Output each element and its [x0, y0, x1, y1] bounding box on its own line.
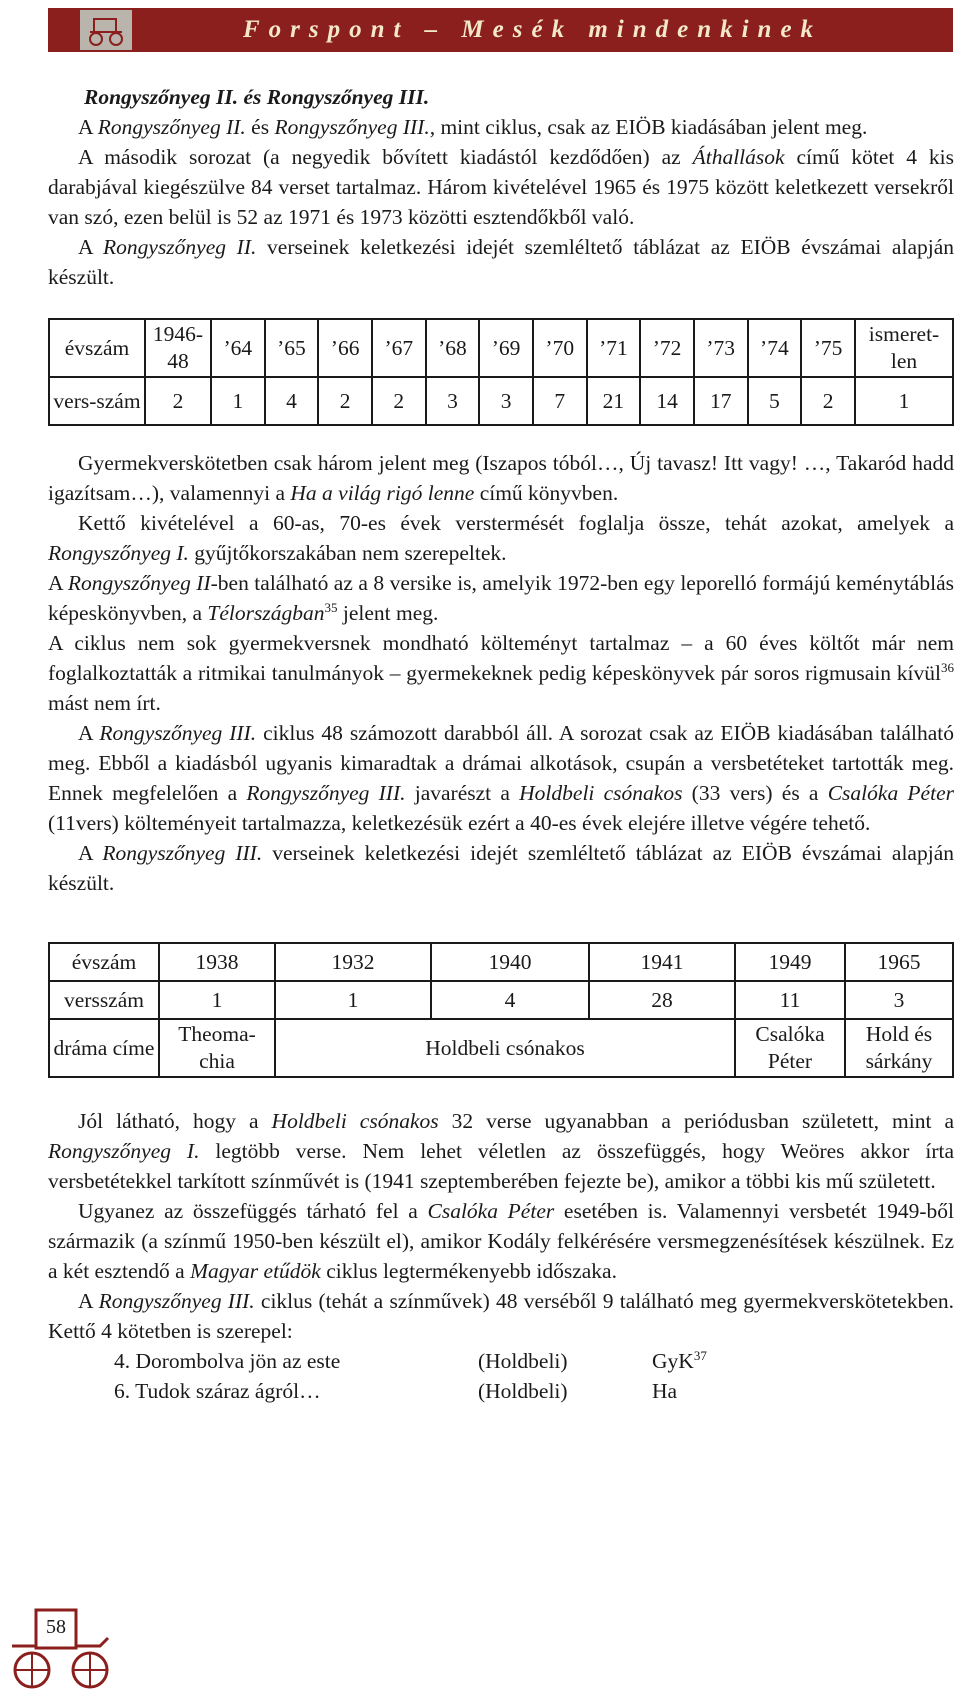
table-cell: Theoma-chia: [159, 1019, 275, 1077]
table-row-label: évszám: [49, 943, 159, 981]
table-row: [49, 319, 953, 377]
table-cell: ’72: [640, 319, 694, 377]
table-cell: 1: [211, 377, 265, 425]
table-row-label: dráma címe: [49, 1019, 159, 1077]
table-cell: Hold és sárkány: [845, 1019, 953, 1077]
table-cell: 3: [479, 377, 533, 425]
table-cell: 14: [640, 377, 694, 425]
footnote-ref: 36: [941, 659, 954, 675]
table-cell: ’64: [211, 319, 265, 377]
table-cell: ’69: [479, 319, 533, 377]
paragraph-7: A ciklus nem sok gyermekversnek mondható költeményt tartalmaz – a 60 éves költőt már nem foglalkoztatták a ritmikai tanulmányok – gyermekeknek pedig képeskönyvek pár soros rigmusain kívül$^{36}$ mást nem írt.: [48, 631, 954, 715]
table-cell: 28: [589, 981, 735, 1019]
paragraph-3: A Rongyszőnyeg II. verseinek keletkezési idejét szemléltető táblázat az EIÖB évszámai alapján készült.: [48, 235, 955, 289]
table-row: [49, 943, 953, 981]
paragraph-1: A Rongyszőnyeg II. és Rongyszőnyeg III., mint ciklus, csak az EIÖB kiadásában jelent meg.: [78, 115, 868, 139]
table-row: [49, 1019, 953, 1077]
poem-book-code: GyK$^{37}$: [652, 1347, 707, 1373]
table-cell: ’71: [587, 319, 641, 377]
table-cell: 1941: [589, 943, 735, 981]
table-cell: 2: [372, 377, 426, 425]
poem-source: (Holdbeli): [478, 1379, 568, 1403]
table-cell: 2: [801, 377, 855, 425]
table-cell: Holdbeli csónakos: [275, 1019, 735, 1077]
table-cell: 1946-48: [145, 319, 211, 377]
table-cell: ’74: [748, 319, 802, 377]
table-cell: ’67: [372, 319, 426, 377]
poem-source: (Holdbeli): [478, 1349, 568, 1373]
table-cell: 2: [318, 377, 372, 425]
list-item: [114, 1346, 954, 1376]
table-cell: ’75: [801, 319, 855, 377]
table-cell: 4: [265, 377, 319, 425]
table-cell: 3: [426, 377, 480, 425]
footnote-ref: 35: [324, 599, 338, 615]
page-number: 58: [46, 1616, 66, 1638]
table-row: [49, 981, 953, 1019]
carriage-icon: [80, 10, 132, 50]
table-rongyszonyeg-3: [48, 942, 954, 1078]
table-cell: 1938: [159, 943, 275, 981]
table-cell: ’73: [694, 319, 748, 377]
table-cell: 1: [855, 377, 953, 425]
table-row: [49, 377, 953, 425]
table-cell: 1932: [275, 943, 431, 981]
section-title: Rongyszőnyeg II. és Rongyszőnyeg III.: [84, 85, 430, 109]
paragraph-6: A Rongyszőnyeg II-ben található az a 8 versike is, amelyik 1972-ben egy leporelló formájú keménytáblás képeskönyvben, a Télországban$^{35}$ jelent meg.: [48, 571, 954, 625]
table-row-label: vers-szám: [49, 377, 145, 425]
poem-title: 4. Dorombolva jön az este: [114, 1349, 341, 1373]
table-cell: 2: [145, 377, 211, 425]
table-cell: ’70: [533, 319, 587, 377]
table-cell: 1: [275, 981, 431, 1019]
table-row-label: versszám: [49, 981, 159, 1019]
table-cell: 4: [431, 981, 589, 1019]
table-cell: 1: [159, 981, 275, 1019]
table-cell: 7: [533, 377, 587, 425]
table-cell: 1949: [735, 943, 845, 981]
table-cell: 1940: [431, 943, 589, 981]
running-header: [48, 8, 953, 52]
poem-title: 6. Tudok száraz ágról…: [114, 1379, 321, 1403]
paragraph-10: Jól látható, hogy a Holdbeli csónakos 32 verse ugyanabban a periódusban született, mint a Rongyszőnyeg I. legtöbb verse. Nem lehet véletlen az összefüggés, hogy Weöres akkor írta versbetétekkel tarkított színművét is (1941 szeptemberében fejezte be), amikor a többi kis mű született.: [48, 1109, 955, 1193]
table-cell: 17: [694, 377, 748, 425]
footnote-ref: 37: [693, 1347, 707, 1363]
table-cell: 1965: [845, 943, 953, 981]
table-cell: ’66: [318, 319, 372, 377]
table-cell: ismeret-len: [855, 319, 953, 377]
paragraph-9: A Rongyszőnyeg III. verseinek keletkezési idejét szemléltető táblázat az EIÖB évszámai alapján készült.: [48, 841, 954, 895]
table-cell: 21: [587, 377, 641, 425]
header-title: Forspont – Mesék mindenkinek: [242, 16, 823, 43]
paragraph-4: Gyermekverskötetben csak három jelent meg (Iszapos tóból…, Új tavasz! Itt vagy! …, Takaród hadd igazítsam…), valamennyi a Ha a világ rigó lenne című könyvben.: [48, 451, 954, 505]
page-number-carriage-icon: [6, 1600, 118, 1692]
paragraph-8: A Rongyszőnyeg III. ciklus 48 számozott darabból áll. A sorozat csak az EIÖB kiadásában található meg. Ebből a kiadásból ugyanis kimaradtak a drámai alkotások, csupán a versbetéteket tartották meg. Ennek megfelelően a Rongyszőnyeg III. javarészt a Holdbeli csónakos (33 vers) és a Csalóka Péter (11vers) költeményeit tartalmazza, keletkezésük ezért a 40-es évek elejére illetve végére tehető.: [48, 721, 954, 835]
table-cell: Csalóka Péter: [735, 1019, 845, 1077]
poem-book-code: Ha: [652, 1379, 678, 1403]
paragraph-5: Kettő kivételével a 60-as, 70-es évek verstermését foglalja össze, tehát azokat, amelyek a Rongyszőnyeg I. gyűjtőkorszakában nem szerepeltek.: [48, 511, 954, 565]
paragraph-2: A második sorozat (a negyedik bővített kiadástól kezdődően) az Áthallások című kötet 4 kis darabjával kiegészülve 84 verset tartalmaz. Három kivételével 1965 és 1975 között keletkezett versekről van szó, ezen belül is 52 az 1971 és 1973 közötti esztendőkből való.: [48, 145, 954, 229]
table-row-label: évszám: [49, 319, 145, 377]
page-content: [48, 82, 954, 1406]
list-item: [114, 1376, 954, 1406]
table-cell: ’65: [265, 319, 319, 377]
table-rongyszonyeg-2: [48, 318, 954, 426]
poem-list: [114, 1346, 954, 1406]
paragraph-11: Ugyanez az összefüggés tárható fel a Csalóka Péter esetében is. Valamennyi versbetét 1949-ből származik (a színmű 1950-ben készült el), amikor Kodály felkérésére versmegzenésítések készülnek. Ez a két esztendő a Magyar etűdök ciklus legtermékenyebb időszaka.: [48, 1199, 954, 1283]
paragraph-12: A Rongyszőnyeg III. ciklus (tehát a színművek) 48 verséből 9 található meg gyermekverskötetekben. Kettő 4 kötetben is szerepel:: [48, 1289, 955, 1343]
table-cell: 3: [845, 981, 953, 1019]
table-cell: 11: [735, 981, 845, 1019]
table-cell: 5: [748, 377, 802, 425]
table-cell: ’68: [426, 319, 480, 377]
